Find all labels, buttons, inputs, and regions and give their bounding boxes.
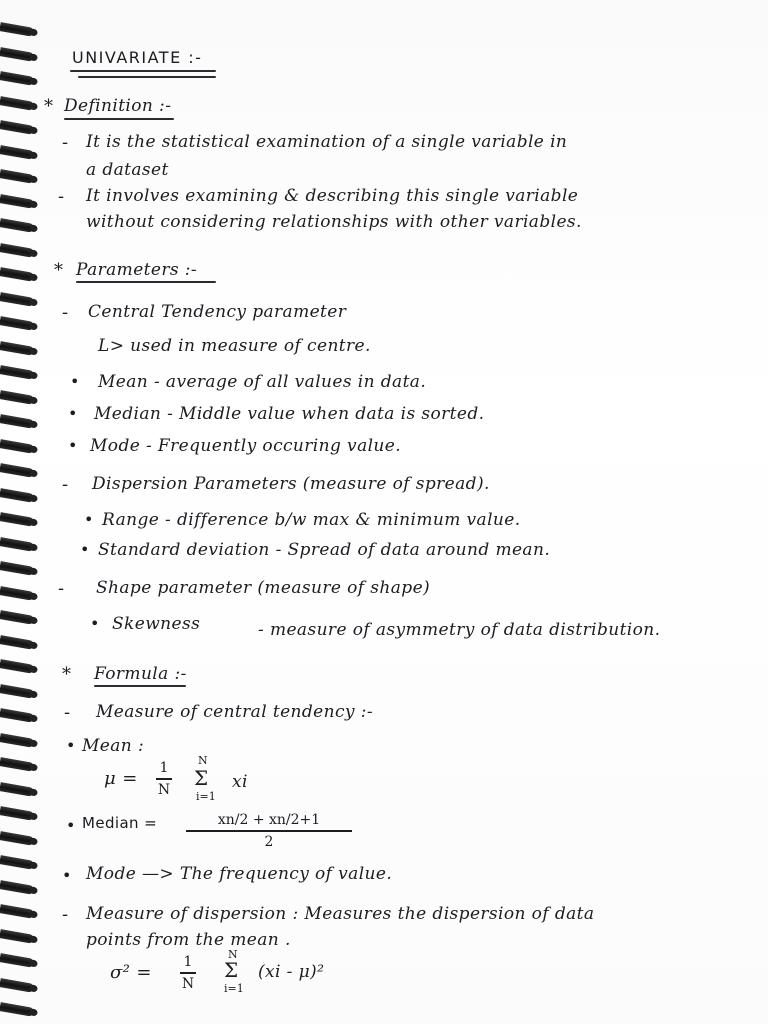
fraction-bar [186, 830, 352, 832]
spiral-ring [0, 586, 34, 601]
fraction-denominator: 2 [264, 833, 274, 850]
dot-bullet: • [70, 372, 80, 391]
median-line: Median - Middle value when data is sorted. [94, 404, 485, 424]
definition-line-4: without considering relationships with other variables. [86, 212, 582, 232]
spiral-ring [0, 831, 34, 846]
spiral-ring [0, 659, 34, 674]
dash-bullet: - [62, 132, 69, 153]
median-formula-label: Median = [82, 814, 158, 832]
dash-bullet: - [64, 702, 71, 723]
spiral-ring [0, 463, 34, 478]
spiral-ring [0, 855, 34, 870]
spiral-ring [0, 22, 34, 37]
spiral-ring [0, 953, 34, 968]
spiral-ring [0, 341, 34, 356]
star-bullet: * [62, 664, 71, 685]
formula-heading: Formula :- [94, 664, 187, 684]
skewness-desc: - measure of asymmetry of data distribution. [258, 620, 661, 640]
xi-term: xi [232, 772, 248, 792]
spiral-ring [0, 96, 34, 111]
parameters-underline [76, 281, 216, 283]
spiral-ring [0, 47, 34, 62]
spiral-ring [0, 488, 34, 503]
mode-line: Mode - Frequently occuring value. [90, 436, 402, 456]
dot-bullet: • [68, 436, 78, 455]
spiral-ring [0, 684, 34, 699]
spiral-ring [0, 365, 34, 380]
spiral-ring [0, 978, 34, 993]
shape-parameter-line: Shape parameter (measure of shape) [96, 578, 431, 598]
definition-line-3: It involves examining & describing this single variable [86, 186, 579, 206]
spiral-ring [0, 120, 34, 135]
spiral-ring [0, 169, 34, 184]
spiral-ring [0, 635, 34, 650]
sigma-symbol: Σ [194, 766, 209, 790]
definition-line-2: a dataset [86, 160, 169, 180]
dash-bullet: - [62, 904, 69, 925]
spiral-ring [0, 292, 34, 307]
central-tendency-formula-line: Measure of central tendency :- [96, 702, 373, 722]
sum-upper-limit: N [228, 948, 238, 961]
dispersion-parameters-line: Dispersion Parameters (measure of spread). [92, 474, 490, 494]
dot-bullet: • [84, 510, 94, 529]
fraction-numerator: 1 [183, 954, 193, 970]
fraction-numerator: 1 [159, 760, 169, 776]
spiral-ring [0, 561, 34, 576]
std-line: Standard deviation - Spread of data around mean. [98, 540, 551, 560]
spiral-ring [0, 218, 34, 233]
variance-fraction [180, 954, 196, 992]
mean-fraction [156, 760, 172, 798]
spiral-ring [0, 512, 34, 527]
central-tendency-line: Central Tendency parameter [88, 302, 347, 322]
dash-bullet: - [62, 302, 69, 323]
spiral-ring [0, 537, 34, 552]
spiral-ring [0, 439, 34, 454]
spiral-ring [0, 1002, 34, 1017]
range-line: Range - difference b/w max & minimum value. [102, 510, 521, 530]
mu-equals: μ = [104, 768, 138, 789]
dash-bullet: - [58, 186, 65, 207]
spiral-ring [0, 904, 34, 919]
fraction-numerator: xn/2 + xn/2+1 [217, 812, 321, 828]
mode-formula-line: Mode —> The frequency of value. [86, 864, 393, 884]
dot-bullet: • [80, 540, 90, 559]
dispersion-formula-line-1: Measure of dispersion : Measures the dispersion of data [86, 904, 595, 924]
title-underline [70, 70, 216, 72]
spiral-ring [0, 414, 34, 429]
star-bullet: * [54, 260, 63, 281]
median-fraction [186, 812, 352, 850]
sigma-symbol: Σ [224, 958, 239, 982]
fraction-bar [180, 972, 196, 974]
parameters-heading: Parameters :- [76, 260, 198, 280]
fraction-denominator: N [157, 781, 171, 798]
central-note: L> used in measure of centre. [98, 336, 371, 356]
spiral-ring [0, 145, 34, 160]
spiral-binding [0, 0, 40, 1024]
spiral-ring [0, 316, 34, 331]
dispersion-formula-line-2: points from the mean . [86, 930, 291, 950]
spiral-ring [0, 733, 34, 748]
spiral-ring [0, 757, 34, 772]
spiral-ring [0, 708, 34, 723]
mean-line: Mean - average of all values in data. [98, 372, 427, 392]
spiral-ring [0, 806, 34, 821]
spiral-ring [0, 610, 34, 625]
definition-underline [64, 118, 174, 120]
dash-bullet: - [62, 474, 69, 495]
page-title: UNIVARIATE :- [72, 48, 203, 67]
sigma-squared-equals: σ² = [110, 962, 152, 983]
sum-lower-limit: i=1 [224, 982, 244, 995]
spiral-ring [0, 267, 34, 282]
dot-bullet: • [90, 614, 100, 633]
variance-term: (xi - μ)² [258, 962, 325, 982]
sum-lower-limit: i=1 [196, 790, 216, 803]
title-underline-2 [78, 76, 216, 78]
spiral-ring [0, 390, 34, 405]
sum-upper-limit: N [198, 754, 208, 767]
star-bullet: * [44, 96, 53, 117]
dot-bullet: • [68, 404, 78, 423]
fraction-bar [156, 778, 172, 780]
spiral-ring [0, 782, 34, 797]
dash-bullet: - [58, 578, 65, 599]
fraction-denominator: N [181, 975, 195, 992]
skewness-label: Skewness [112, 614, 201, 634]
dot-bullet: • [62, 866, 72, 885]
definition-heading: Definition :- [64, 96, 172, 116]
dot-bullet: • [66, 736, 76, 755]
spiral-ring [0, 71, 34, 86]
spiral-ring [0, 880, 34, 895]
spiral-ring [0, 194, 34, 209]
spiral-ring [0, 243, 34, 258]
formula-underline [94, 685, 186, 687]
mean-formula-label: Mean : [82, 736, 145, 756]
definition-line-1: It is the statistical examination of a single variable in [86, 132, 568, 152]
spiral-ring [0, 929, 34, 944]
dot-bullet: • [66, 816, 76, 835]
